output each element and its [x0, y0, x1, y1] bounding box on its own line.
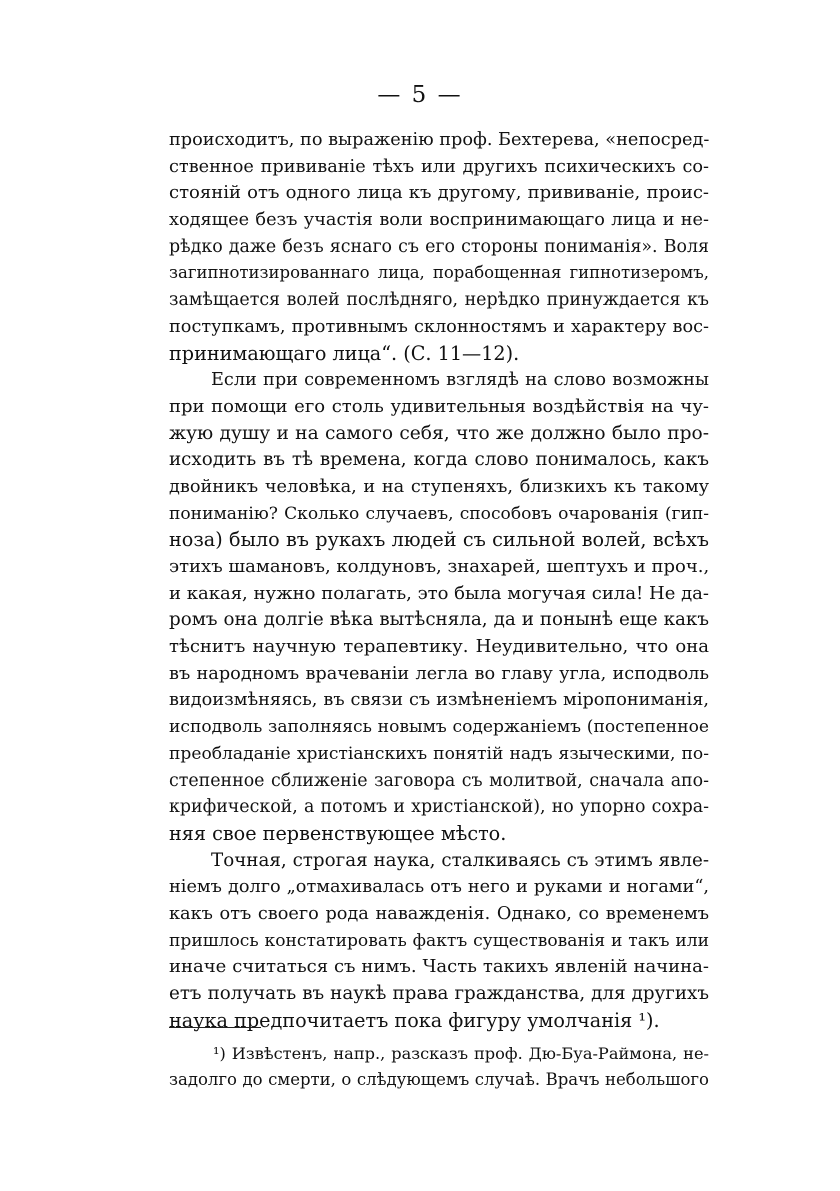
footnote-line: ¹) Извѣстенъ, напр., разсказъ проф. Дю-Буа-Раймона, не- [213, 1044, 709, 1063]
text-line: ственное прививаніе тѣхъ или другихъ психическихъ со- [169, 156, 709, 177]
body-text [169, 127, 709, 1034]
text-line: пришлось констатировать фактъ существованія и такъ или [169, 930, 709, 951]
text-line: рѣдко даже безъ яснаго съ его стороны пониманія». Воля [169, 236, 709, 257]
page-number: — 5 — [377, 82, 463, 108]
text-line: какъ отъ своего рода наважденія. Однако, со временемъ [169, 903, 709, 924]
text-line: въ народномъ врачеваніи легла во главу угла, исподволь [169, 663, 709, 684]
text-line: поступкамъ, противнымъ склонностямъ и характеру вос- [169, 316, 709, 337]
text-line: етъ получать въ наукѣ права гражданства, для другихъ [169, 983, 709, 1004]
text-line: исподволь заполняясь новымъ содержаніемъ (постепенное [169, 717, 709, 738]
text-line: и какая, нужно полагать, это была могучая сила! Не да- [169, 582, 709, 604]
text-line: происходитъ, по выраженію проф. Бехтерева, «непосред- [169, 130, 710, 150]
paragraph-end-line: принимающаго лица“. (С. 11—12). [169, 341, 520, 365]
text-line: при помощи его столь удивительныя воздѣйствія на чу- [169, 395, 709, 417]
paragraph-start-line: Точная, строгая наука, сталкиваясь съ этимъ явле- [211, 849, 709, 871]
text-line: степенное сближеніе заговора съ молитвой, сначала апо- [169, 770, 709, 791]
paragraph-start-line: Если при современномъ взглядѣ на слово возможны [211, 370, 709, 391]
text-line: ноза) было въ рукахъ людей съ сильной волей, всѣхъ [169, 528, 709, 552]
footnote [169, 1041, 709, 1093]
text-line: замѣщается волей послѣдняго, нерѣдко принуждается къ [169, 290, 709, 311]
text-line: исходить въ тѣ времена, когда слово понималось, какъ [169, 449, 709, 471]
text-line: этихъ шамановъ, колдуновъ, знахарей, шептухъ и проч., [169, 556, 710, 577]
text-line: ромъ она долгіе вѣка вытѣсняла, да и понынѣ еще какъ [169, 609, 709, 631]
text-line: жую душу и на самого себя, что же должно было про- [169, 422, 709, 444]
footnote-divider [169, 1027, 261, 1028]
text-line: видоизмѣняясь, въ связи съ измѣненіемъ міропониманія, [169, 690, 709, 711]
footnote-line: задолго до смерти, о слѣдующемъ случаѣ. Врачъ небольшого [169, 1070, 709, 1089]
text-line: стояній отъ одного лица къ другому, прививаніе, проис- [169, 182, 709, 204]
text-line: пониманію? Сколько случаевъ, способовъ очарованія (гип- [169, 503, 709, 524]
text-line: иначе считаться съ нимъ. Часть такихъ явленій начина- [169, 956, 709, 978]
text-line: крифической, а потомъ и христіанской), но упорно сохра- [169, 797, 709, 818]
text-line: загипнотизированнаго лица, порабощенная гипнотизеромъ, [169, 263, 709, 283]
text-line: преобладаніе христіанскихъ понятій надъ языческими, по- [169, 743, 709, 764]
text-line: ходящее безъ участія воли воспринимающаго лица и не- [169, 210, 709, 231]
text-line: тѣснитъ научную терапевтику. Неудивительно, что она [169, 636, 709, 658]
text-line: двойникъ человѣка, и на ступеняхъ, близкихъ къ такому [169, 476, 709, 497]
paragraph-end-line: няя свое первенствующее мѣсто. [169, 821, 507, 845]
text-line: ніемъ долго „отмахивалась отъ него и руками и ногами“, [169, 877, 709, 898]
paragraph-end-line: наука предпочитаетъ пока фигуру умолчанія ¹). [169, 1008, 660, 1032]
